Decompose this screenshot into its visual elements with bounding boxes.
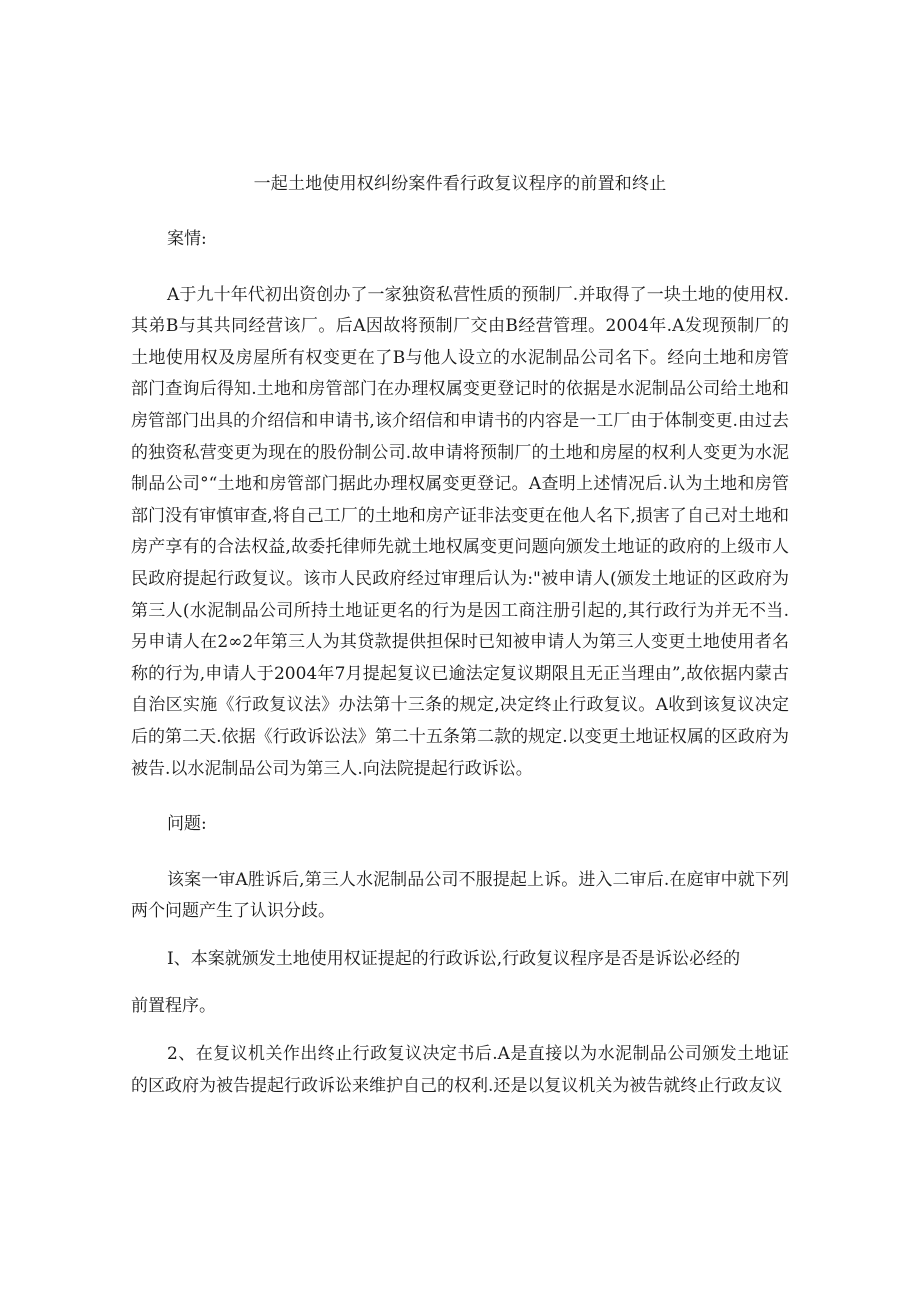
- question-intro-paragraph: 该案一审A胜诉后,第三人水泥制品公司不服提起上诉。进入二审后.在庭审中就下列两个问题产生了认识分歧。: [131, 869, 789, 922]
- case-paragraph: A于九十年代初出资创办了一家独资私营性质的预制厂.并取得了一块土地的使用权.其弟B与其共同经营该厂。后A因故将预制厂交由B经营管理。2004年.A发现预制厂的土地使用权及房屋所有权变更在了B与他人设立的水泥制品公司名下。经向土地和房管部门查询后得知.土地和房管部门在办理权属变更登记时的依据是水泥制品公司给土地和房管部门出具的介绍信和申请书,该介绍信和申请书的内容是一工厂由于体制变更.由过去的独资私营变更为现在的股份制公司.故申请将预制厂的土地和房屋的权利人变更为水泥制品公司°“土地和房管部门据此办理权属变更登记。A查明上述情况后.认为土地和房管部门没有审慎审查,将自己工厂的土地和房产证非法变更在他人名下,损害了自己对土地和房产享有的合法权益,故委托律师先就土地权属变更问题向颁发土地证的政府的上级市人民政府提起行政复议。该市人民政府经过审理后认为:"被申请人(颁发土地证的区政府为第三人(水泥制品公司所持土地证更名的行为是因工商注册引起的,其行政行为并无不当.另申请人在2∞2年第三人为其贷款提供担保时已知被申请人为第三人变更土地使用者名称的行为,申请人于2004年7月提起复议已逾法定复议期限且无正当理由”,故依据内蒙古自治区实施《行政复议法》办法第十三条的规定,决定终止行政复议。A收到该复议决定后的第二天.依据《行政诉讼法》第二十五条第二款的规定.以变更土地证权属的区政府为被告.以水泥制品公司为第三人.向法院提起行政诉讼。: [131, 284, 789, 779]
- question-1-line-2: 前置程序。: [131, 996, 216, 1017]
- document-title: 一起土地使用权纠纷案件看行政复议程序的前置和终止: [253, 174, 667, 194]
- question-heading: 问题:: [167, 814, 207, 835]
- document-body: [131, 224, 789, 1102]
- case-heading: 案情:: [167, 229, 207, 249]
- question-1-line-1: I、本案就颁发土地使用权证提起的行政诉讼,行政复议程序是否是诉讼必经的: [167, 948, 741, 969]
- question-2-paragraph: 2、在复议机关作出终止行政复议决定书后.A是直接以为水泥制品公司颁发土地证的区政府为被告提起行政诉讼来维护自己的权利.还是以复议机关为被告就终止行政友议: [131, 1044, 789, 1096]
